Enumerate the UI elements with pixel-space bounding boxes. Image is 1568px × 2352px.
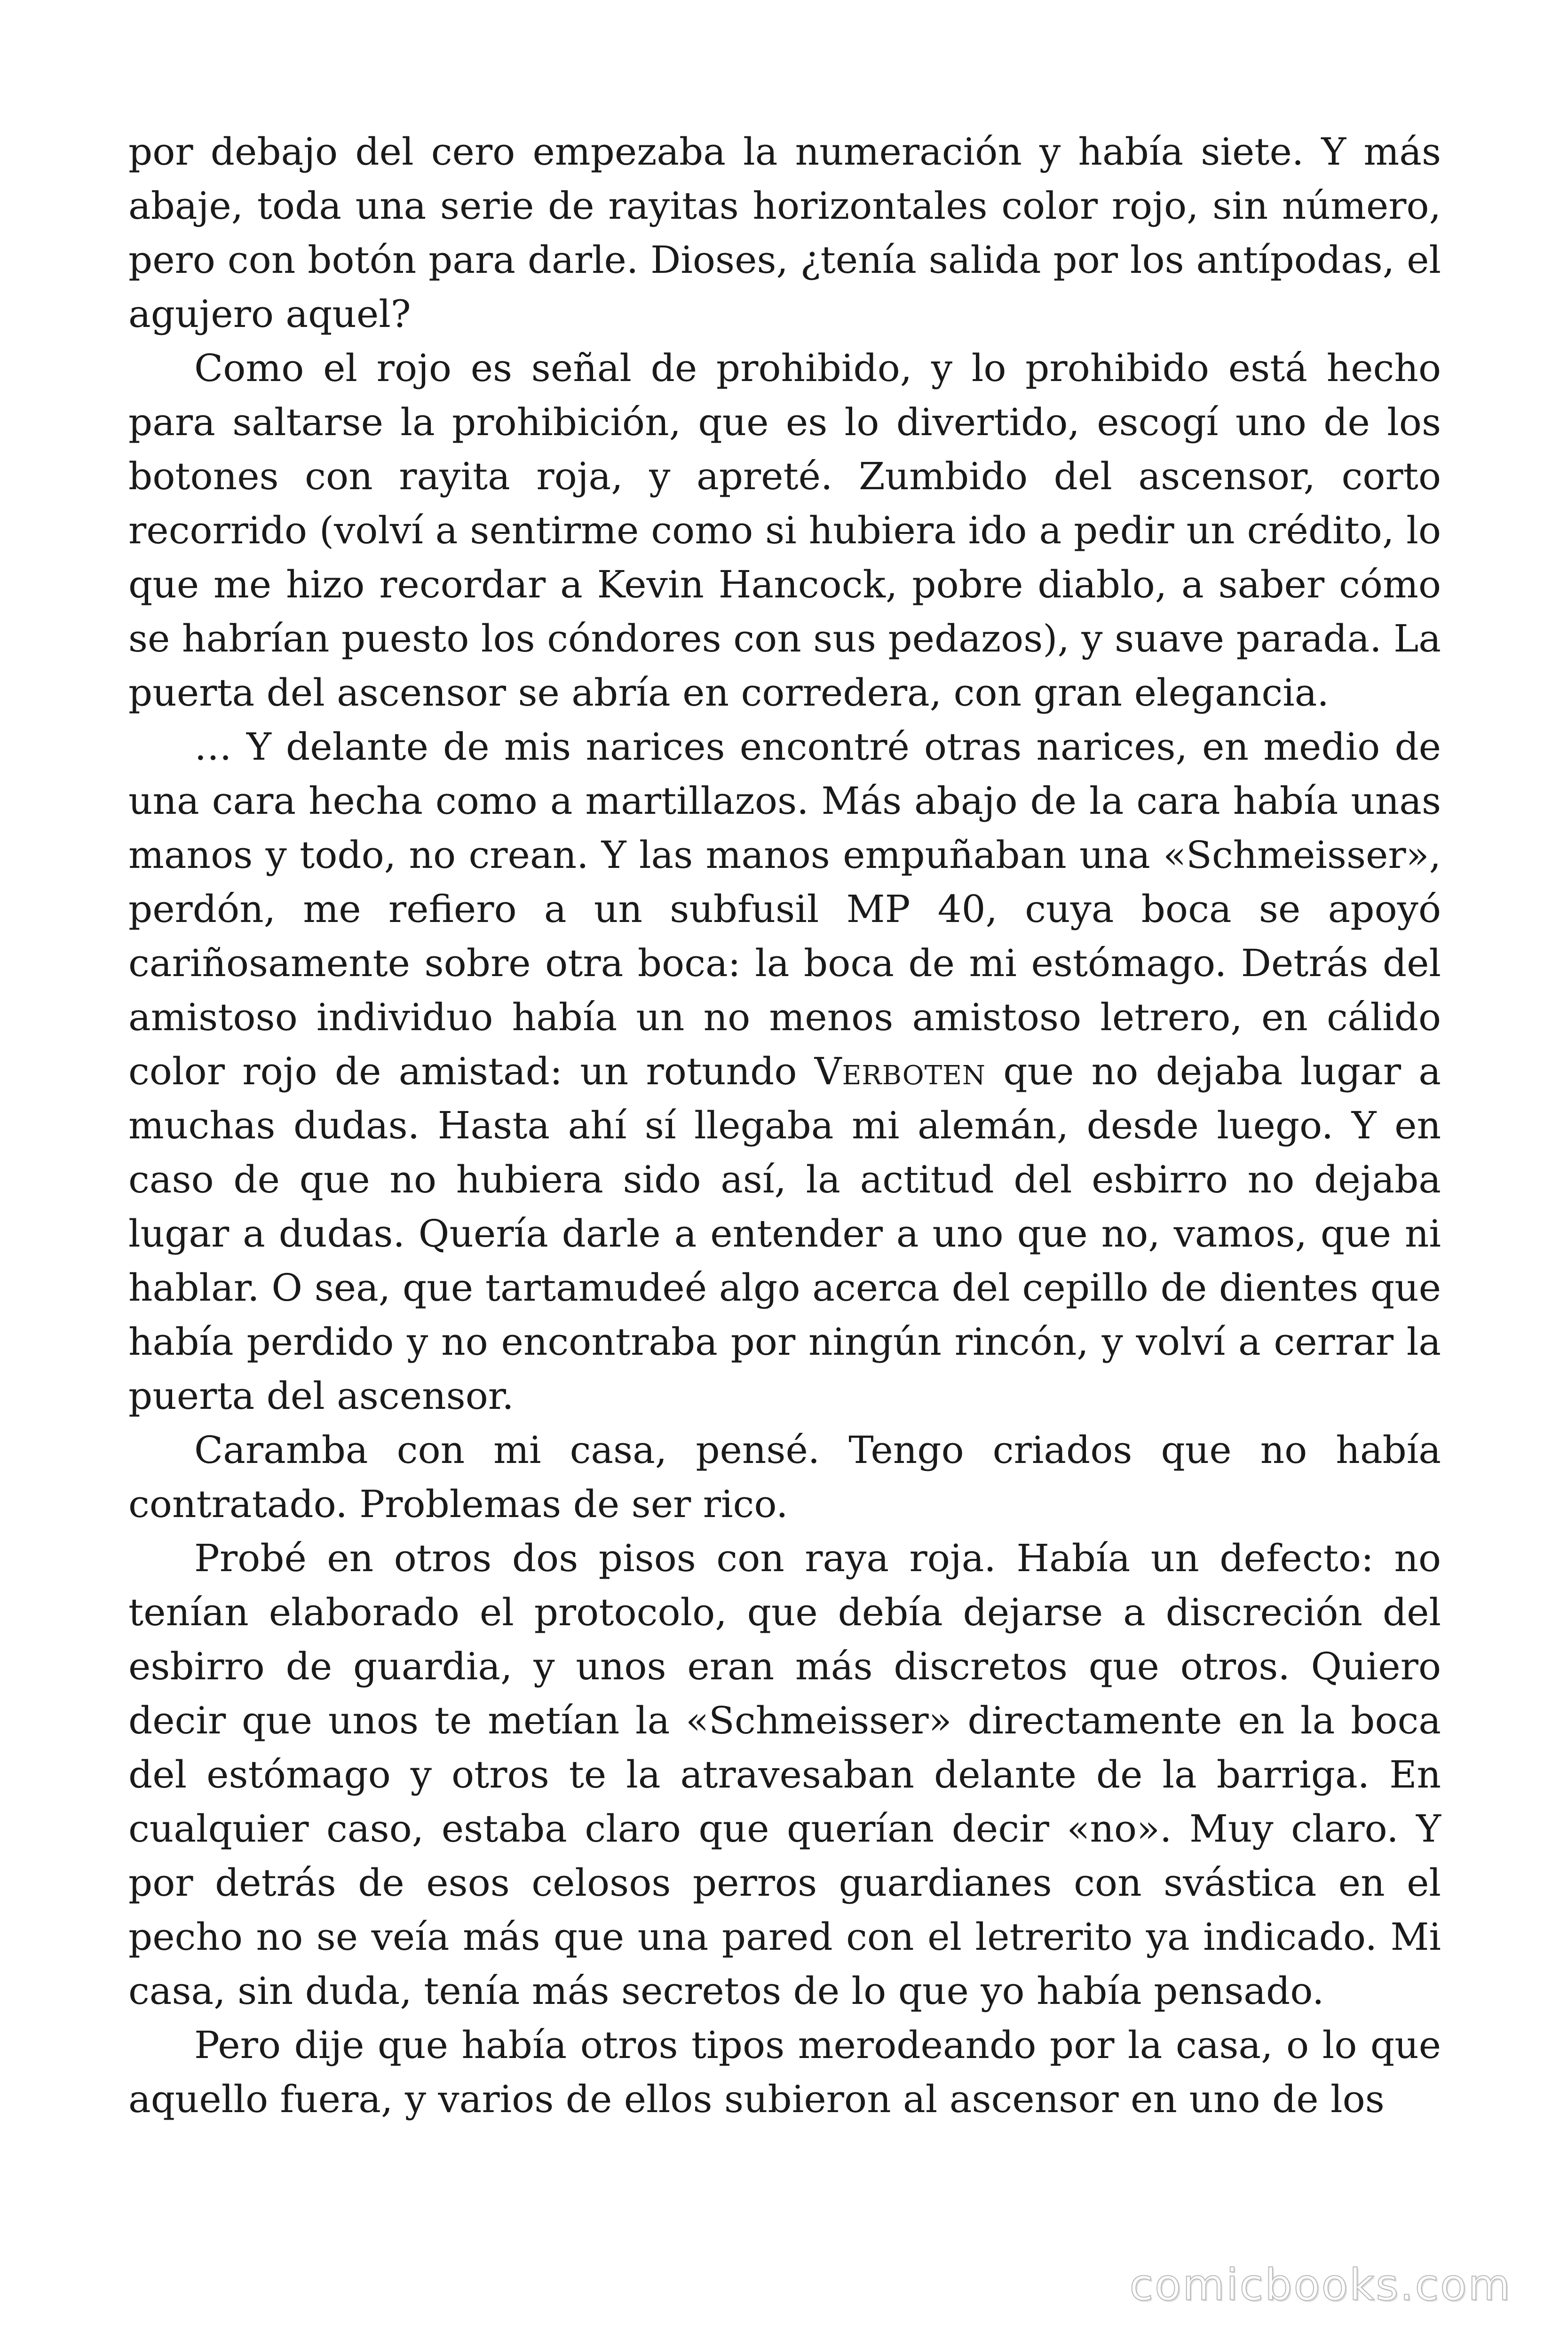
paragraph-1: por debajo del cero empezaba la numeración y había siete. Y más abaje, toda una serie de rayitas horizontales color rojo, sin número, pero con botón para darle. Dioses, ¿tenía salida por los antípodas, el agujero aquel? — [128, 130, 1441, 336]
paragraph-6: Pero dije que había otros tipos merodeando por la casa, o lo que aquello fuera, y varios de ellos subieron al ascensor en uno de los — [128, 2023, 1441, 2121]
paragraph-3 — [128, 720, 1441, 1423]
page-body — [128, 125, 1441, 2126]
watermark: comicbooks.com — [1129, 2260, 1512, 2310]
paragraph-3-text-after: que no dejaba lugar a muchas dudas. Hasta ahí sí llegaba mi alemán, desde luego. Y en caso de que no hubiera sido así, la actitud del esbirro no dejaba lugar a dudas. Quería darle a entender a uno que no, vamos, que ni hablar. O sea, que tartamudeé algo acerca del cepillo de dientes que había perdido y no encontraba por ningún rincón, y volví a cerrar la puerta del ascensor. — [128, 1049, 1441, 1418]
paragraph-2: Como el rojo es señal de prohibido, y lo prohibido está hecho para saltarse la prohibición, que es lo divertido, escogí uno de los botones con rayita roja, y apreté. Zumbido del ascensor, corto recorrido (volví a sentirme como si hubiera ido a pedir un crédito, lo que me hizo recordar a Kevin Hancock, pobre diablo, a saber cómo se habrían puesto los cóndores con sus pedazos), y suave parada. La puerta del ascensor se abría en corredera, con gran elegancia. — [128, 346, 1441, 715]
verboten-small-caps: Verboten — [814, 1049, 986, 1093]
paragraph-3-text-before: … Y delante de mis narices encontré otras narices, en medio de una cara hecha como a martillazos. Más abajo de la cara había unas manos y todo, no crean. Y las manos empuñaban una «Schmeisser», perdón, me refiero a un subfusil MP 40, cuya boca se apoyó cariñosamente sobre otra boca: la boca de mi estómago. Detrás del amistoso individuo había un no menos amistoso letrero, en cálido color rojo de amistad: un rotundo — [128, 725, 1441, 1093]
paragraph-5: Probé en otros dos pisos con raya roja. Había un defecto: no tenían elaborado el protocolo, que debía dejarse a discreción del esbirro de guardia, y unos eran más discretos que otros. Quiero decir que unos te metían la «Schmeisser» directamente en la boca del estómago y otros te la atravesaban delante de la barriga. En cualquier caso, estaba claro que querían decir «no». Muy claro. Y por detrás de esos celosos perros guardianes con svástica en el pecho no se veía más que una pared con el letrerito ya indicado. Mi casa, sin duda, tenía más secretos de lo que yo había pensado. — [128, 1536, 1441, 2013]
paragraph-4: Caramba con mi casa, pensé. Tengo criados que no había contratado. Problemas de ser rico. — [128, 1428, 1441, 1526]
